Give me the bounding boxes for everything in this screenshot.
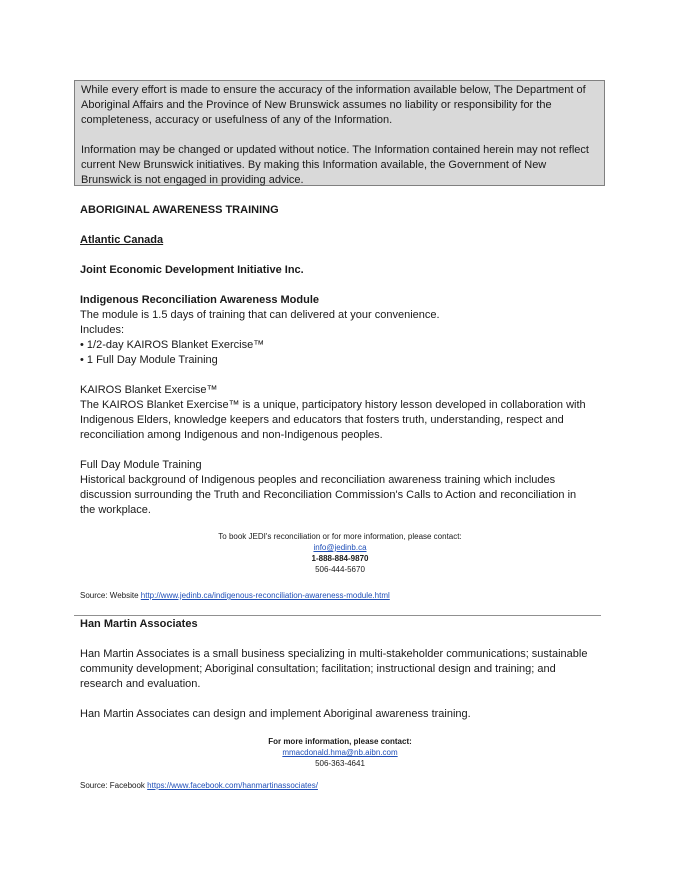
org2-line: community development; Aboriginal consultation; facilitation; instructional design and training; and bbox=[80, 663, 556, 675]
contact-phone: 506-444-5670 bbox=[315, 565, 365, 574]
kairos-line: The KAIROS Blanket Exercise™ is a unique, participatory history lesson developed in collaboration with bbox=[80, 399, 586, 411]
contact-phone: 506-363-4641 bbox=[315, 759, 365, 768]
fullday-line: the workplace. bbox=[80, 504, 151, 516]
module-title: Indigenous Reconciliation Awareness Module bbox=[80, 294, 319, 306]
source-link[interactable]: http://www.jedinb.ca/indigenous-reconciliation-awareness-module.html bbox=[140, 591, 390, 600]
includes-label: Includes: bbox=[80, 324, 125, 336]
org1-source bbox=[80, 590, 390, 601]
org2-line: research and evaluation. bbox=[80, 678, 201, 690]
disclaimer-box bbox=[74, 80, 605, 186]
section-heading: ABORIGINAL AWARENESS TRAINING bbox=[80, 204, 279, 216]
fullday-title: Full Day Module Training bbox=[80, 459, 202, 471]
org2-line: Han Martin Associates is a small business specializing in multi-stakeholder communications; sustainable bbox=[80, 648, 588, 660]
org2-description-2: Han Martin Associates can design and implement Aboriginal awareness training. bbox=[80, 708, 471, 720]
contact-intro: To book JEDI's reconciliation or for more information, please contact: bbox=[218, 532, 462, 541]
kairos-description bbox=[80, 398, 600, 443]
org2-name: Han Martin Associates bbox=[80, 618, 198, 630]
org2-source bbox=[80, 780, 318, 791]
contact-email-link[interactable]: mmacdonald.hma@nb.aibn.com bbox=[282, 748, 398, 757]
org2-description bbox=[80, 647, 600, 692]
section-divider bbox=[74, 615, 601, 616]
includes-item: • 1 Full Day Module Training bbox=[80, 354, 218, 366]
source-label: Source: Facebook bbox=[80, 781, 145, 790]
fullday-description bbox=[80, 473, 600, 518]
fullday-line: discussion surrounding the Truth and Reconciliation Commission's Calls to Action and reconciliation in bbox=[80, 489, 577, 501]
kairos-line: Indigenous Elders, knowledge keepers and educators that fosters truth, understanding, respect and bbox=[80, 414, 564, 426]
disclaimer-paragraph-2: Information may be changed or updated without notice. The Information contained herein may not reflect current New Brunswick initiatives. By making this Information available, the Government of New Brunswick is not engaged in providing advice. bbox=[81, 144, 589, 186]
source-link[interactable]: https://www.facebook.com/hanmartinassociates/ bbox=[147, 781, 318, 790]
org1-contact-block bbox=[80, 531, 600, 575]
disclaimer-paragraph-1: While every effort is made to ensure the accuracy of the information available below, The Department of Aboriginal Affairs and the Province of New Brunswick assumes no liability or responsibility for the completeness, accuracy or usefulness of any of the Information. bbox=[81, 84, 586, 126]
region-heading: Atlantic Canada bbox=[80, 234, 164, 246]
org1-name: Joint Economic Development Initiative Inc. bbox=[80, 264, 304, 276]
contact-email-link[interactable]: info@jedinb.ca bbox=[313, 543, 367, 552]
org2-contact-block bbox=[80, 736, 600, 769]
kairos-title: KAIROS Blanket Exercise™ bbox=[80, 384, 218, 396]
module-description: The module is 1.5 days of training that can delivered at your convenience. bbox=[80, 309, 440, 321]
kairos-line: reconciliation among Indigenous and non-Indigenous peoples. bbox=[80, 429, 383, 441]
includes-item: • 1/2-day KAIROS Blanket Exercise™ bbox=[80, 339, 265, 351]
source-label: Source: Website bbox=[80, 591, 139, 600]
contact-intro: For more information, please contact: bbox=[268, 737, 412, 746]
contact-phone: 1-888-884-9870 bbox=[311, 554, 369, 563]
fullday-line: Historical background of Indigenous peoples and reconciliation awareness training which includes bbox=[80, 474, 556, 486]
